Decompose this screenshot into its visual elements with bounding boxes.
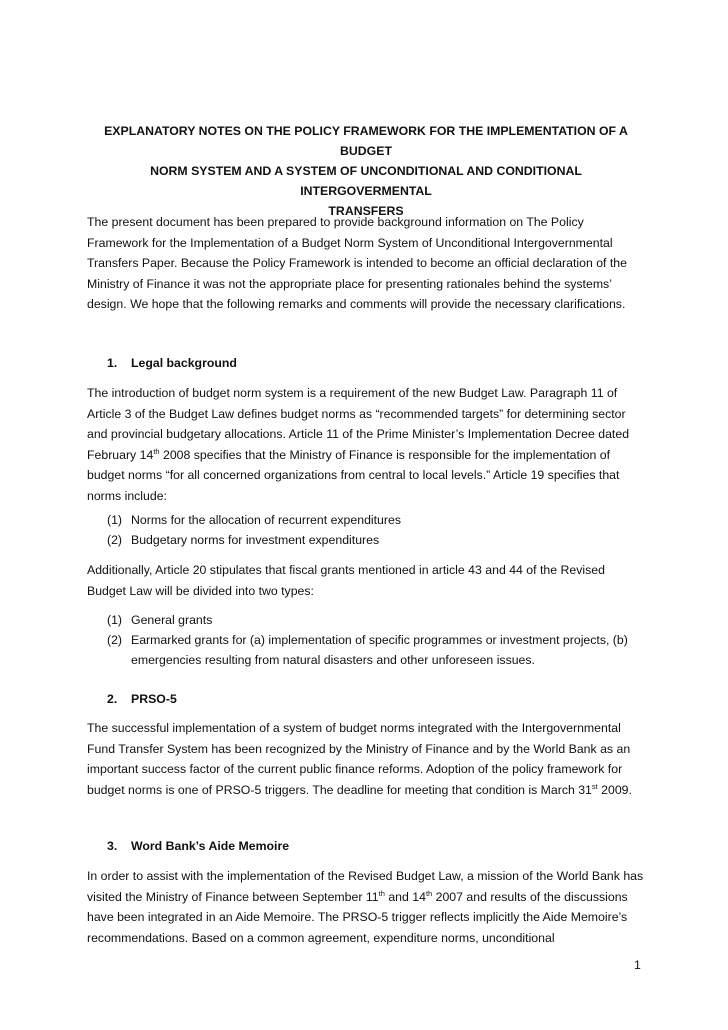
section-1-paragraph-2: Additionally, Article 20 stipulates that fiscal grants mentioned in article 43 and 44 of the Revised Budget Law will be divided into two types:	[87, 563, 605, 598]
section-1-heading	[107, 353, 237, 373]
list-item	[107, 630, 647, 670]
section-title: Legal background	[131, 356, 237, 370]
section-2-paragraph	[87, 718, 647, 800]
page-number: 1	[634, 958, 641, 972]
section-title: Word Bank’s Aide Memoire	[131, 839, 290, 853]
superscript: th	[153, 446, 160, 456]
superscript: th	[378, 888, 385, 898]
list-item	[107, 510, 647, 530]
section-1-list-1	[107, 510, 647, 550]
section-1-list-2	[107, 610, 647, 671]
list-item	[107, 530, 647, 550]
title-line-3: TRANSFERS	[328, 204, 404, 218]
document-title	[92, 121, 640, 221]
list-item-text: General grants	[131, 613, 213, 627]
list-item-text: Budgetary norms for investment expenditures	[131, 533, 380, 548]
text-run: The introduction of budget norm system is a requirement of the new Budget Law. Paragraph 11 of Article 3 of the Budget Law defines budget norms as “recommended targets” for determining sector and provincial budgetary allocations. Article 11 of the Prime Minister’s Implementation Decree dated February 14	[87, 386, 630, 462]
section-3-heading	[107, 836, 289, 856]
superscript: st	[591, 781, 598, 791]
list-marker: (2)	[107, 633, 123, 648]
list-marker: (1)	[107, 613, 123, 627]
list-item	[107, 610, 647, 630]
text-run: 2007 and results of the discussions have been integrated in an Aide Memoire. The PRSO-5 trigger reflects implicitly the Aide Memoire’s recommendations. Based on a common agreement, expenditure norms, unconditional	[87, 889, 628, 945]
intro-paragraph: The present document has been prepared to provide background information on The Policy Framework for the Implementation of a Budget Norm System of Unconditional Intergovernmental Transfers Paper. Because the Policy Framework is intended to become an official declaration of the Ministry of Finance it was not the appropriate place for presenting rationales behind the systems’ design. We hope that the following remarks and comments will provide the necessary clarifications.	[87, 215, 627, 312]
text-run: In order to assist with the implementation of the Revised Budget Law, a mission of the World Bank has visited the Ministry of Finance between September 11	[87, 869, 644, 904]
section-number: 1.	[107, 356, 118, 370]
list-marker: (1)	[107, 513, 123, 527]
list-item-text: Norms for the allocation of recurrent expenditures	[131, 513, 401, 527]
section-title: PRSO-5	[131, 692, 177, 706]
section-1-paragraph-1	[87, 383, 647, 507]
section-3-paragraph	[87, 866, 647, 948]
title-line-2: NORM SYSTEM AND A SYSTEM OF UNCONDITIONAL AND CONDITIONAL INTERGOVERMENTAL	[150, 164, 582, 198]
list-marker: (2)	[107, 533, 123, 548]
section-2-heading	[107, 689, 177, 709]
title-line-1: EXPLANATORY NOTES ON THE POLICY FRAMEWORK FOR THE IMPLEMENTATION OF A BUDGET	[104, 124, 628, 158]
text-run: 2009.	[597, 782, 632, 797]
text-run: The successful implementation of a system of budget norms integrated with the Intergovernmental Fund Transfer System has been recognized by the Ministry of Finance and by the World Bank as an important success factor of the current public finance reforms. Adoption of the policy framework for budget norms is one of PRSO-5 triggers. The deadline for meeting that condition is March 31	[87, 721, 631, 797]
list-item-text: Earmarked grants for (a) implementation of specific programmes or investment projects, (b) emergencies resulting from natural disasters and other unforeseen issues.	[131, 633, 628, 668]
section-number: 3.	[107, 839, 118, 853]
section-number: 2.	[107, 692, 118, 706]
text-run: 2008 specifies that the Ministry of Finance is responsible for the implementation of budget norms “for all concerned organizations from central to local levels.” Article 19 specifies that norms include:	[87, 447, 620, 503]
text-run: and 14	[384, 889, 426, 904]
superscript: th	[425, 888, 433, 898]
